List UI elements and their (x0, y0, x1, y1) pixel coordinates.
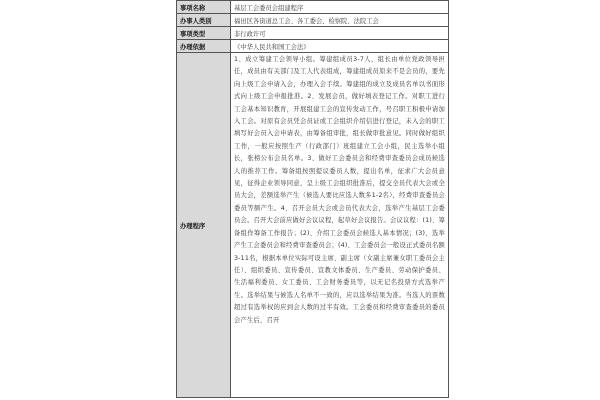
value-legal-basis: 《中华人民共和国工会法》 (231, 40, 449, 53)
procedure-paragraph: 1、成立筹建工会领导小组。筹建组成员3-7人，组长由单位党政领导担任，成员由有关部门及工人代表组成，筹建组成员原来不是会员的，要先向上级工会申请入会，办理入会手续。筹建组的成立及成员名单以书面形式向上级工会申报批准。2、发展会员，做好填表登记工作。对职工进行工会基本知识教育，开展组建工会的宣传发动工作，号召职工积极申请加入工会。对原有会员凭会员证或工会组织介绍信进行登记，未入会的职工填写好会员入会申请表，由筹备组审批，组长做审批意见。同时做好组织工作，一般应按照生产（行政部门）班组建立工会小组，民主选举小组长，张榜公布会员名单。3、做好工会委员会和经费审查委员会成员候选人的推荐工作。筹备组按照提议委员人数，提出名单，征求广大会员意见，征得企业领导同意，呈上级工会组织批准后，提交全员代表大会或全员大会，差额选举产生（候选人要比应选人数多1-2名），经费审查委员会委员等额产生。4、召开会员大会或会员代表大会，选举产生基层工会委员会。召开大会前应做好会议议程，起草好会议报告。会议议程：(1)、筹备组作筹备工作报告；(2)、介绍工会委员会候选人基本情况；(3)、选举产生工会委员会和经费审查委员会；(4)、工会委员会一般设正式委员名额3-11名，根据本单位实际可设主席、副主席（女副主席兼女职工委员会主任）、组织委员、宣传委员、宣教文体委员、生产委员、劳动保护委员、生活福利委员、女工委员、工会财务委员等，以无记名投票方式选举产生。选举结果与候选人名单不一致的，应以选举结果为准。当选人的票数超过有选举权的应到会人数的过半有效。工会委员和经费审查委员的委员会产生后，召开 (234, 56, 445, 324)
procedure-sheet (176, 0, 449, 400)
row-applicant-type (177, 14, 449, 27)
info-table (176, 0, 449, 398)
value-item-name: 基层工会委员会组建程序 (231, 1, 449, 14)
value-item-type: 非行政许可 (231, 27, 449, 40)
label-procedure: 办理程序 (177, 53, 231, 398)
label-item-name: 事项名称 (177, 1, 231, 14)
procedure-text-clip (234, 54, 445, 396)
row-item-type (177, 27, 449, 40)
row-item-name (177, 1, 449, 14)
procedure-body (231, 53, 449, 398)
row-procedure (177, 53, 449, 398)
row-legal-basis (177, 40, 449, 53)
value-applicant-type: 福田区各街道总工会、各工委会、检察院、法院工会 (231, 14, 449, 27)
label-legal-basis: 办理依据 (177, 40, 231, 53)
label-applicant-type: 办事人类别 (177, 14, 231, 27)
label-item-type: 事项类型 (177, 27, 231, 40)
